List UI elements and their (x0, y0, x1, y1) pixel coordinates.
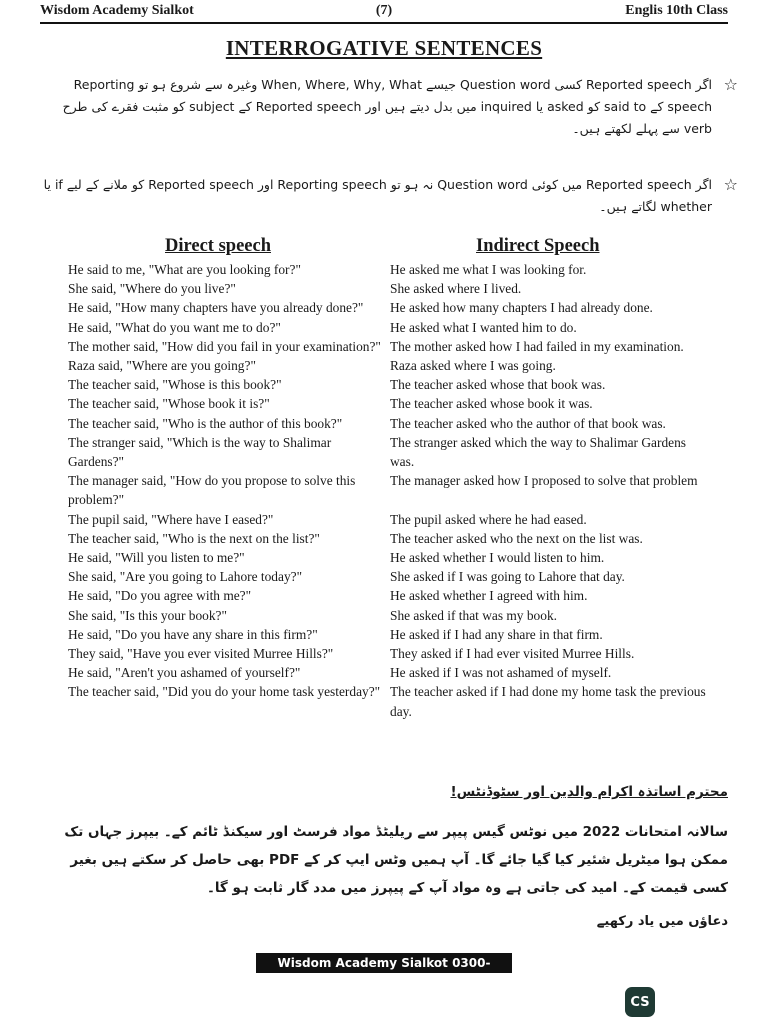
table-row (68, 625, 708, 644)
table-row (68, 260, 708, 279)
indirect-sentence: The teacher asked whose that book was. (390, 377, 606, 393)
page-title: INTERROGATIVE SENTENCES (225, 36, 543, 60)
indirect-sentence: He asked me what I was looking for. (390, 262, 587, 277)
table-row (68, 375, 708, 394)
table-row (68, 394, 708, 413)
direct-sentence: She said, "Where do you live?" (68, 281, 236, 297)
table-row (68, 567, 708, 586)
indirect-sentence: He asked if I had any share in that firm. (390, 626, 603, 642)
direct-sentence: He said, "How many chapters have you already done?" (68, 300, 364, 316)
indirect-sentence: The manager asked how I proposed to solve that problem (390, 473, 698, 489)
direct-sentence: The teacher said, "Who is the next on the list?" (68, 530, 320, 546)
direct-sentence: The stranger said, "Which is the way to Shalimar Gardens?" (68, 434, 332, 470)
direct-sentence: She said, "Are you going to Lahore today?" (68, 569, 303, 585)
table-row (68, 433, 708, 471)
table-row (68, 337, 708, 356)
rule-two-text: اگر Reported speech میں کوئی Question word نہ ہو تو Reporting speech اور Reported speech کو ملانے کے لیے if یا whether لگاتے ہیں۔ (43, 177, 712, 214)
indirect-sentence: The teacher asked who the next on the list was. (390, 530, 643, 546)
table-row (68, 471, 708, 509)
table-row (68, 414, 708, 433)
rule-one (42, 74, 738, 140)
table-row (68, 510, 708, 529)
direct-sentence: He said, "Will you listen to me?" (68, 550, 245, 566)
indirect-sentence: He asked whether I would listen to him. (390, 550, 605, 566)
indirect-sentence: She asked where I lived. (390, 281, 522, 297)
rule-one-text: اگر Reported speech کسی Question word جیسے When, Where, Why, What وغیرہ سے شروع ہو تو Reporting speech کے said to کو asked یا inquired میں بدل دیتے ہیں اور Reported speech کے subject کو مثبت فقرے کی طرح verb سے پہلے لکھتے ہیں۔ (62, 77, 712, 136)
direct-sentence: He said, "Do you agree with me?" (68, 588, 252, 604)
table-row (68, 279, 708, 298)
direct-sentence: Raza said, "Where are you going?" (68, 358, 256, 374)
indirect-sentence: The teacher asked who the author of that book was. (390, 415, 666, 431)
table-row (68, 318, 708, 337)
notice-sign-off: دعاؤں میں یاد رکھیے (596, 914, 728, 929)
direct-sentence: He said, "Do you have any share in this firm?" (68, 626, 318, 642)
header-class-name: Englis 10th Class (625, 3, 728, 18)
table-row (68, 356, 708, 375)
direct-sentence: The pupil said, "Where have I eased?" (68, 511, 274, 527)
table-row (68, 644, 708, 663)
direct-sentence: He said, "Aren't you ashamed of yourself?" (68, 665, 301, 681)
indirect-speech-heading: Indirect Speech (476, 236, 600, 256)
direct-sentence: The mother said, "How did you fail in your examination?" (68, 338, 381, 354)
direct-sentence: The teacher said, "Did you do your home task yesterday?" (68, 684, 381, 700)
sentence-table (68, 260, 708, 721)
indirect-sentence: She asked if that was my book. (390, 607, 557, 623)
direct-sentence: The teacher said, "Who is the author of this book?" (68, 415, 343, 431)
page-number: (7) (375, 3, 393, 18)
indirect-sentence: He asked what I wanted him to do. (390, 319, 577, 335)
indirect-sentence: The teacher asked whose book it was. (390, 396, 593, 412)
direct-sentence: She said, "Is this your book?" (68, 607, 227, 623)
page-header (40, 0, 728, 24)
indirect-sentence: Raza asked where I was going. (390, 358, 556, 374)
footer-contact: Wisdom Academy Sialkot 0300-7172669 (256, 953, 512, 973)
header-academy-name: Wisdom Academy Sialkot (40, 3, 194, 18)
direct-sentence: He said, "What do you want me to do?" (68, 319, 281, 335)
indirect-sentence: The mother asked how I had failed in my examination. (390, 338, 684, 354)
indirect-sentence: The teacher asked if I had done my home task the previous day. (390, 684, 706, 719)
notice-body: سالانہ امتحانات 2022 میں نوٹس گیس پیپر سے ریلیٹڈ مواد فرسٹ اور سیکنڈ ٹائم کے۔ بیپرز جہاں تک ممکن ہوا میٹریل شئیر کیا گیا جائے گا۔ آپ ہمیں وٹس ایپ کر کے PDF بھی حاصل کر سکتے ہیں بغیر کسی قیمت کے۔ امید کی جاتی ہے وہ مواد آپ کے پیپرز میں مدد گار ثابت ہو گا۔ (64, 824, 728, 896)
indirect-sentence: He asked how many chapters I had already done. (390, 300, 653, 316)
table-row (68, 606, 708, 625)
indirect-sentence: He asked whether I agreed with him. (390, 588, 588, 604)
direct-sentence: The teacher said, "Whose book it is?" (68, 396, 270, 412)
table-row (68, 663, 708, 682)
direct-sentence: The manager said, "How do you propose to solve this problem?" (68, 473, 356, 508)
indirect-sentence: She asked if I was going to Lahore that day. (390, 569, 625, 585)
direct-sentence: They said, "Have you ever visited Murree Hills?" (68, 646, 334, 662)
indirect-sentence: He asked if I was not ashamed of myself. (390, 665, 612, 681)
table-row (68, 682, 708, 720)
camscanner-badge-icon: CS (625, 987, 655, 1017)
table-row (68, 548, 708, 567)
indirect-sentence: They asked if I had ever visited Murree Hills. (390, 646, 635, 662)
direct-speech-heading: Direct speech (165, 236, 271, 256)
notice-heading: محترم اساتذہ اکرام والدین اور سٹوڈنٹس! (450, 784, 728, 800)
star-icon: ☆ (723, 75, 738, 94)
direct-sentence: He said to me, "What are you looking for?" (68, 262, 301, 277)
indirect-sentence: The stranger asked which the way to Shalimar Gardens was. (390, 434, 686, 470)
table-row (68, 298, 708, 317)
rule-two (42, 174, 738, 218)
table-row (68, 586, 708, 605)
direct-sentence: The teacher said, "Whose is this book?" (68, 377, 282, 393)
table-row (68, 529, 708, 548)
star-icon: ☆ (723, 175, 738, 194)
indirect-sentence: The pupil asked where he had eased. (390, 511, 587, 527)
